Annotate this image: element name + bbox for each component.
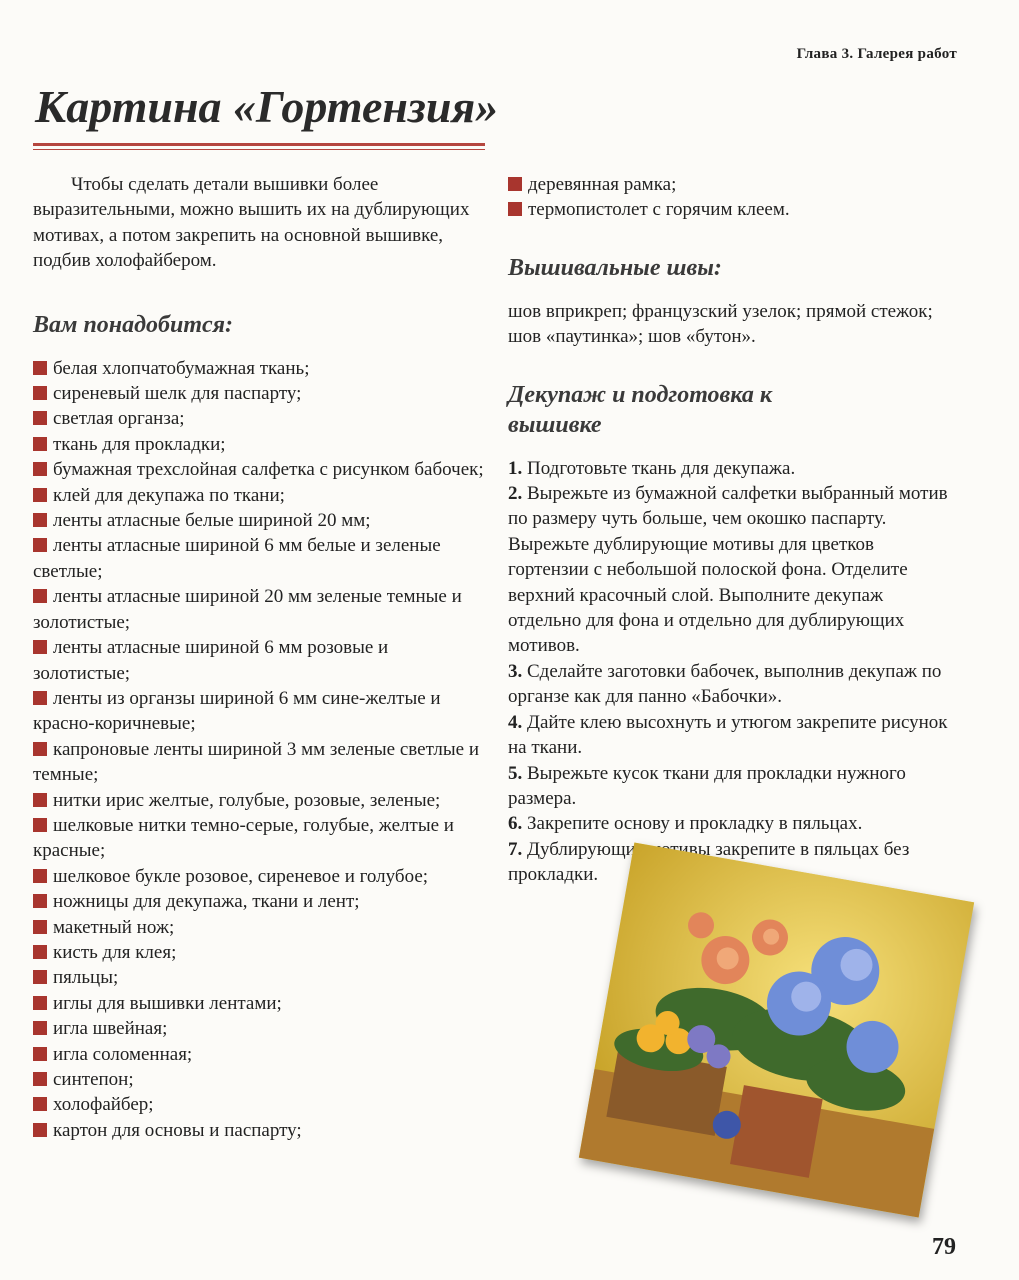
material-item	[33, 940, 488, 965]
square-bullet-icon	[33, 538, 47, 552]
square-bullet-icon	[33, 1021, 47, 1035]
square-bullet-icon	[33, 411, 47, 425]
square-bullet-icon	[33, 996, 47, 1010]
square-bullet-icon	[33, 945, 47, 959]
square-bullet-icon	[33, 488, 47, 502]
material-item	[33, 483, 488, 508]
stitches-text: шов вприкреп; французский узелок; прямой стежок; шов «паутинка»; шов «бутон».	[508, 300, 933, 348]
material-item-text: кисть для клея;	[53, 941, 177, 963]
decoupage-step	[508, 761, 958, 812]
material-item-text: ткань для прокладки;	[53, 433, 226, 455]
material-item-text: белая хлопчатобумажная ткань;	[53, 357, 310, 379]
material-item	[33, 991, 488, 1016]
flowers-illustration	[579, 842, 974, 1217]
decoupage-heading: Декупаж и подготовка к вышивке	[508, 381, 773, 438]
material-item	[508, 172, 958, 197]
material-item	[33, 533, 488, 584]
step-text: Дублирующие мотивы закрепите в пяльцах без прокладки.	[508, 838, 910, 886]
step-text: Закрепите основу и прокладку в пяльцах.	[527, 813, 863, 835]
material-item-text: игла соломенная;	[53, 1043, 193, 1065]
title-rule-thin	[33, 149, 485, 150]
material-item-text: игла швейная;	[53, 1018, 168, 1040]
decoupage-step	[508, 811, 958, 836]
square-bullet-icon	[33, 691, 47, 705]
step-text: Вырежьте кусок ткани для прокладки нужного размера.	[508, 762, 906, 809]
material-item-text: деревянная рамка;	[528, 174, 677, 195]
step-number: 3.	[508, 660, 523, 682]
step-text: Подготовьте ткань для декупажа.	[527, 457, 796, 479]
title-rule	[33, 143, 485, 146]
material-item	[33, 1067, 488, 1092]
step-number: 5.	[508, 762, 523, 784]
step-number: 7.	[508, 838, 523, 860]
square-bullet-icon	[33, 1072, 47, 1086]
material-item	[33, 889, 488, 914]
left-column	[33, 172, 488, 1143]
step-text: Дайте клею высохнуть и утюгом закрепите рисунок на ткани.	[508, 711, 948, 759]
material-item-text: ленты атласные шириной 20 мм зеленые темные и золотистые;	[33, 586, 462, 633]
material-item	[33, 406, 488, 431]
square-bullet-icon	[33, 589, 47, 603]
material-item-text: ножницы для декупажа, ткани и лент;	[53, 891, 360, 913]
material-item	[33, 635, 488, 686]
square-bullet-icon	[33, 437, 47, 451]
material-item	[33, 432, 488, 457]
square-bullet-icon	[33, 894, 47, 908]
material-item	[33, 1118, 488, 1143]
material-item-text: клей для декупажа по ткани;	[53, 484, 285, 506]
material-item	[33, 381, 488, 406]
square-bullet-icon	[33, 361, 47, 375]
material-item	[508, 197, 958, 222]
square-bullet-icon	[33, 386, 47, 400]
square-bullet-icon	[33, 818, 47, 832]
material-item-text: термопистолет с горячим клеем.	[528, 199, 790, 221]
square-bullet-icon	[33, 869, 47, 883]
material-item-text: капроновые ленты шириной 3 мм зеленые светлые и темные;	[33, 738, 480, 786]
page-number: 79	[932, 1234, 956, 1260]
step-text: Сделайте заготовки бабочек, выполнив декупаж по органзе как для панно «Бабочки».	[508, 660, 942, 708]
material-item-text: шелковые нитки темно-серые, голубые, желтые и красные;	[33, 814, 454, 862]
material-item-text: иглы для вышивки лентами;	[53, 992, 282, 1014]
square-bullet-icon	[33, 640, 47, 654]
step-number: 2.	[508, 483, 523, 505]
material-item	[33, 737, 488, 788]
material-item	[33, 508, 488, 533]
material-item	[33, 788, 488, 813]
material-item-text: ленты атласные шириной 6 мм розовые и золотистые;	[33, 637, 389, 684]
material-item	[33, 864, 488, 889]
material-item	[33, 1092, 488, 1117]
material-item-text: шелковое букле розовое, сиреневое и голубое;	[53, 865, 429, 887]
decoupage-step	[508, 659, 958, 710]
square-bullet-icon	[33, 462, 47, 476]
step-number: 6.	[508, 813, 523, 835]
hydrangea-photo	[579, 842, 974, 1217]
material-item-text: макетный нож;	[53, 916, 175, 938]
decoupage-steps	[508, 456, 958, 888]
material-item-text: сиреневый шелк для паспарту;	[53, 383, 302, 405]
material-item	[33, 1042, 488, 1067]
square-bullet-icon	[33, 742, 47, 756]
material-item-text: пяльцы;	[53, 967, 119, 989]
material-item-text: синтепон;	[53, 1069, 134, 1090]
square-bullet-icon	[33, 513, 47, 527]
page-title: Картина «Гортензия»	[35, 81, 499, 132]
material-item	[33, 965, 488, 990]
stitches-heading: Вышивальные швы:	[508, 254, 722, 281]
square-bullet-icon	[33, 970, 47, 984]
material-item-text: ленты атласные белые шириной 20 мм;	[53, 510, 371, 532]
materials-heading: Вам понадобится:	[33, 311, 234, 338]
square-bullet-icon	[33, 1097, 47, 1111]
material-item	[33, 813, 488, 864]
materials-list	[33, 356, 488, 1144]
material-item-text: бумажная трехслойная салфетка с рисунком бабочек;	[53, 459, 484, 481]
square-bullet-icon	[33, 1047, 47, 1061]
material-item	[33, 915, 488, 940]
material-item-text: картон для основы и паспарту;	[53, 1119, 302, 1141]
square-bullet-icon	[33, 920, 47, 934]
square-bullet-icon	[508, 177, 522, 191]
material-item	[33, 584, 488, 635]
material-item-text: ленты атласные шириной 6 мм белые и зеленые светлые;	[33, 535, 441, 582]
decoupage-step	[508, 481, 958, 659]
right-column	[508, 172, 958, 888]
square-bullet-icon	[33, 793, 47, 807]
material-item	[33, 356, 488, 381]
square-bullet-icon	[508, 202, 522, 216]
intro-paragraph: Чтобы сделать детали вышивки более выразительными, можно вышить их на дублирующих мотивах, а потом закрепить на основной вышивке, подбив холофайбером.	[33, 174, 470, 272]
material-item	[33, 457, 488, 482]
material-item	[33, 686, 488, 737]
material-item-text: нитки ирис желтые, голубые, розовые, зеленые;	[53, 789, 441, 811]
chapter-header: Глава 3. Галерея работ	[796, 46, 957, 62]
step-number: 1.	[508, 457, 523, 479]
step-text: Вырежьте из бумажной салфетки выбранный мотив по размеру чуть больше, чем окошко паспарту. Вырежьте дублирующие мотивы для цветков гортензии с небольшой полоской фона. Отделите верхний красочный слой. Выполните декупаж отдельно для фона и отдельно для дублирующих мотивов.	[508, 483, 948, 657]
square-bullet-icon	[33, 1123, 47, 1137]
materials-list-cont	[508, 172, 958, 223]
decoupage-step	[508, 710, 958, 761]
material-item	[33, 1016, 488, 1041]
material-item-text: холофайбер;	[53, 1094, 154, 1116]
step-number: 4.	[508, 711, 523, 733]
material-item-text: ленты из органзы шириной 6 мм сине-желтые и красно-коричневые;	[33, 687, 441, 735]
decoupage-step	[508, 456, 958, 481]
material-item-text: светлая органза;	[53, 408, 185, 430]
